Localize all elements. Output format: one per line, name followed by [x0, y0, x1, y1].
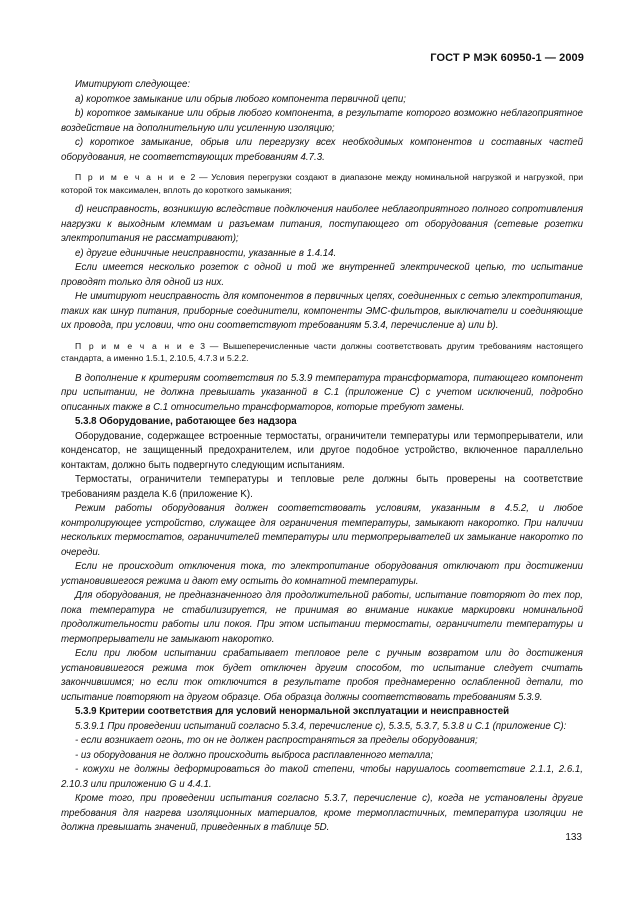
- paragraph-sockets: Если имеется несколько розеток с одной и той же внутренней электрической цепью, то испытание проводят только для одной из них.: [61, 262, 583, 288]
- paragraph-transformer: В дополнение к критериям соответствия по 5.3.9 температура трансформатора, питающего компонент при испытании, не должна превышать указанной в C.1 (приложение C) с учетом исключений, подробно описанных также в C.1 относительно трансформаторов, которые требуют замены.: [61, 372, 583, 413]
- list-item-a: a) короткое замыкание или обрыв любого компонента первичной цепи;: [75, 93, 406, 105]
- paragraph-thermal-relay: Если при любом испытании срабатывает тепловое реле с ручным возвратом или до достижения установившегося режима ток будет отключен другим способом, то испытание следует считать закончившимся; но если ток отключится в результате пробоя преднамеренно ослабленной детали, то испытание повторяют на другом образце. Оба образца должны соответствовать требованиям 5.3.9.: [61, 648, 583, 703]
- paragraph-no-disconnect: Если не происходит отключения тока, то электропитание оборудования отключают при достижении установившегося режима и дают ему остыть до комнатной температуры.: [61, 561, 583, 587]
- paragraph-thermostats-check: Термостаты, ограничители температуры и тепловые реле должны быть проверены на соответствие требованиям раздела K.6 (приложение K).: [61, 474, 583, 500]
- paragraph-insulation-temperature: Кроме того, при проведении испытания согласно 5.3.7, перечисление c), когда не установлены другие требования для нагрева изоляционных материалов, кроме термопластичных, температура изоляции не должна превышать значений, приведенных в таблице 5D.: [61, 793, 583, 833]
- paragraph-5-3-9-1: 5.3.9.1 При проведении испытаний согласно 5.3.4, перечисление c), 5.3.5, 5.3.7, 5.3.8 и C.1 (приложение C):: [75, 720, 567, 732]
- criteria-item-fire: - если возникает огонь, то он не должен распространяться за пределы оборудования;: [75, 735, 478, 746]
- paragraph-primary-circuits: Не имитируют неисправность для компонентов в первичных цепях, соединенных с сетью электропитания, таких как шнур питания, приборные соединители, компоненты ЭМС-фильтров, выключатели и соединяющие их провода, при условии, что они соответствуют требованиям 5.3.4, перечисление a) или b).: [61, 291, 583, 331]
- page-number: 133: [565, 832, 582, 843]
- paragraph-operating-mode: Режим работы оборудования должен соответствовать условиям, указанным в 4.5.2, и любое контролирующее устройство, служащее для ограничения температуры, замыкают накоротко. При наличии нескольких термостатов, ограничителей температуры или термопрерывателей их замыкание накоротко по очереди.: [61, 503, 583, 558]
- note-3: [61, 340, 583, 365]
- criteria-item-metal: - из оборудования не должно происходить выброса расплавленного металла;: [75, 749, 434, 761]
- document-body: [61, 78, 583, 836]
- document-header: ГОСТ Р МЭК 60950-1 — 2009: [430, 52, 584, 64]
- criteria-item-enclosure: - кожухи не должны деформироваться до такой степени, чтобы нарушалось соответствие 2.1.1, 2.6.1, 2.10.3 или приложению G и 4.4.1.: [61, 764, 583, 790]
- list-item-e: e) другие единичные неисправности, указанные в 1.4.14.: [75, 247, 337, 259]
- paragraph-intro: Имитируют следующее:: [75, 79, 191, 90]
- section-heading-5-3-9: 5.3.9 Критерии соответствия для условий ненормальной эксплуатации и неисправностей: [75, 706, 510, 717]
- list-item-b: b) короткое замыкание или обрыв любого компонента, в результате которого возможно неблагоприятное воздействие на дополнительную или усиленную изоляцию;: [61, 108, 583, 134]
- note-2-text: 2 — Условия перегрузки создают в диапазоне между номинальной нагрузкой и нагрузкой, при которой ток максимален, вплоть до короткого замыкания;: [61, 172, 584, 195]
- note-2-label: П р и м е ч а н и е: [75, 172, 187, 182]
- section-heading-5-3-8: 5.3.8 Оборудование, работающее без надзора: [75, 416, 297, 427]
- note-3-text: 3 — Вышеперечисленные части должны соответствовать другим требованиям настоящего стандарта, а именно 1.5.1, 2.10.5, 4.7.3 и 5.2.2.: [61, 340, 584, 363]
- paragraph-non-continuous: Для оборудования, не предназначенного для продолжительной работы, испытание повторяют до тех пор, пока температура не стабилизируется, не принимая во внимание никакие маркировки номинальной продолжительности работы или покоя. При этом испытании термостаты, ограничители температуры и термопрерыватели не замыкают накоротко.: [61, 590, 583, 645]
- paragraph-thermostats-equipment: Оборудование, содержащее встроенные термостаты, ограничители температуры или термопрерыватели, или конденсатор, не защищенный предохранителем, или другое подобное устройство, включенное параллельно контактам, должно быть подвергнуто следующим испытаниям.: [61, 430, 583, 471]
- note-3-label: П р и м е ч а н и е: [75, 340, 196, 351]
- list-item-d: d) неисправность, возникшую вследствие подключения наиболее неблагоприятного полного сопротивления нагрузки к выходным клеммам и разъемам питания, поступающего от оборудования (сетевые розетки электропитания не рассматривают);: [61, 204, 583, 244]
- note-2: [61, 171, 583, 196]
- list-item-c: c) короткое замыкание, обрыв или перегрузку всех необходимых компонентов и составных частей оборудования, не соответствующих требованиям 4.7.3.: [61, 137, 583, 163]
